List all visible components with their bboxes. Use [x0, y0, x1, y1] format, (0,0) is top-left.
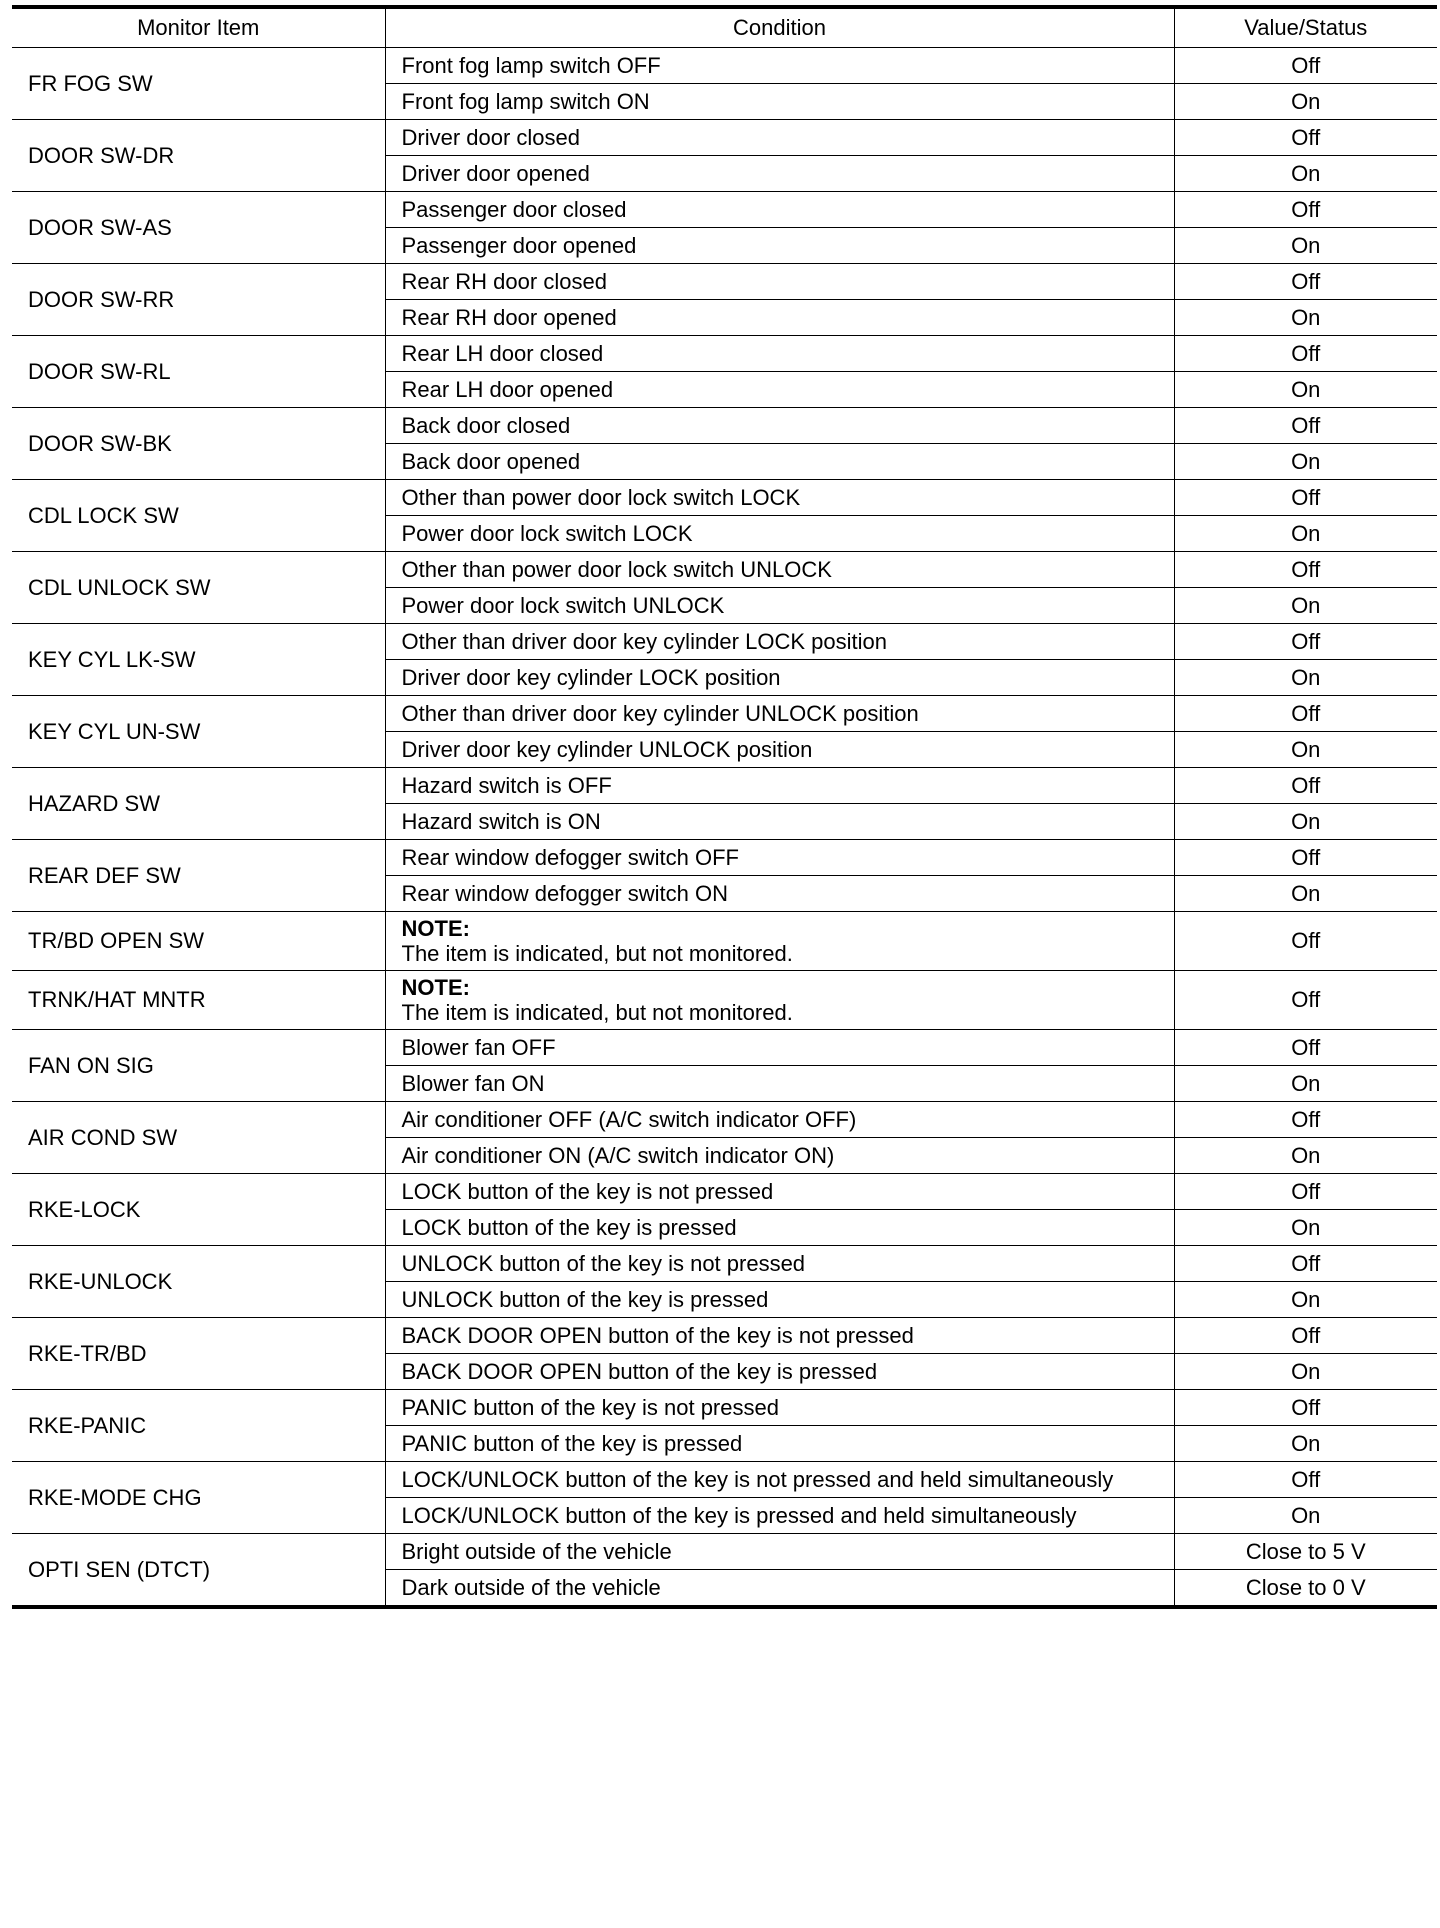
condition-cell: Air conditioner ON (A/C switch indicator ON) — [385, 1138, 1174, 1174]
condition-cell: Passenger door opened — [385, 228, 1174, 264]
value-status-cell: On — [1174, 516, 1437, 552]
monitor-item-cell: DOOR SW-DR — [12, 120, 385, 192]
table-row — [12, 1030, 1437, 1066]
condition-cell — [385, 971, 1174, 1030]
monitor-item-cell: FR FOG SW — [12, 48, 385, 120]
table-row — [12, 120, 1437, 156]
condition-cell: PANIC button of the key is pressed — [385, 1426, 1174, 1462]
value-status-cell: Off — [1174, 624, 1437, 660]
table-row — [12, 1102, 1437, 1138]
condition-cell — [385, 912, 1174, 971]
condition-cell: Rear LH door opened — [385, 372, 1174, 408]
table-row — [12, 696, 1437, 732]
condition-cell: Other than driver door key cylinder UNLOCK position — [385, 696, 1174, 732]
value-status-cell: On — [1174, 300, 1437, 336]
condition-cell: Other than driver door key cylinder LOCK position — [385, 624, 1174, 660]
monitor-item-table — [12, 5, 1437, 1609]
monitor-item-cell: CDL UNLOCK SW — [12, 552, 385, 624]
table-row — [12, 624, 1437, 660]
condition-cell: Rear LH door closed — [385, 336, 1174, 372]
value-status-cell: Off — [1174, 552, 1437, 588]
condition-cell: LOCK/UNLOCK button of the key is not pressed and held simultaneously — [385, 1462, 1174, 1498]
value-status-cell: Off — [1174, 1462, 1437, 1498]
value-status-cell: On — [1174, 228, 1437, 264]
monitor-item-cell: OPTI SEN (DTCT) — [12, 1534, 385, 1608]
monitor-item-cell: CDL LOCK SW — [12, 480, 385, 552]
value-status-cell: On — [1174, 1282, 1437, 1318]
monitor-item-cell: AIR COND SW — [12, 1102, 385, 1174]
table-row — [12, 1174, 1437, 1210]
condition-cell: Rear window defogger switch ON — [385, 876, 1174, 912]
table-row — [12, 1318, 1437, 1354]
table-row — [12, 552, 1437, 588]
value-status-cell: Off — [1174, 768, 1437, 804]
condition-cell: Hazard switch is OFF — [385, 768, 1174, 804]
value-status-cell: Off — [1174, 264, 1437, 300]
value-status-cell: Off — [1174, 1102, 1437, 1138]
table-row — [12, 192, 1437, 228]
condition-cell: Front fog lamp switch ON — [385, 84, 1174, 120]
monitor-item-cell: RKE-MODE CHG — [12, 1462, 385, 1534]
condition-cell: UNLOCK button of the key is pressed — [385, 1282, 1174, 1318]
note-label: NOTE: — [401, 915, 470, 941]
monitor-item-cell: KEY CYL LK-SW — [12, 624, 385, 696]
monitor-item-cell: KEY CYL UN-SW — [12, 696, 385, 768]
table-row — [12, 408, 1437, 444]
monitor-item-cell: RKE-LOCK — [12, 1174, 385, 1246]
note-text: The item is indicated, but not monitored. — [401, 941, 793, 966]
table-body — [12, 48, 1437, 1608]
condition-cell: Other than power door lock switch UNLOCK — [385, 552, 1174, 588]
note-label: NOTE: — [401, 974, 470, 1000]
condition-cell: Other than power door lock switch LOCK — [385, 480, 1174, 516]
monitor-item-cell: DOOR SW-RR — [12, 264, 385, 336]
value-status-cell: Off — [1174, 1174, 1437, 1210]
monitor-item-cell: TR/BD OPEN SW — [12, 912, 385, 971]
condition-cell: Front fog lamp switch OFF — [385, 48, 1174, 84]
value-status-cell: On — [1174, 804, 1437, 840]
value-status-cell: Off — [1174, 971, 1437, 1030]
condition-cell: LOCK button of the key is not pressed — [385, 1174, 1174, 1210]
value-status-cell: On — [1174, 372, 1437, 408]
condition-cell: Dark outside of the vehicle — [385, 1570, 1174, 1608]
monitor-item-cell: RKE-PANIC — [12, 1390, 385, 1462]
condition-cell: Rear window defogger switch OFF — [385, 840, 1174, 876]
monitor-item-cell: HAZARD SW — [12, 768, 385, 840]
condition-cell: Back door closed — [385, 408, 1174, 444]
value-status-cell: Close to 5 V — [1174, 1534, 1437, 1570]
table-row — [12, 912, 1437, 971]
value-status-cell: Off — [1174, 480, 1437, 516]
note-text: The item is indicated, but not monitored. — [401, 1000, 793, 1025]
header-value-status: Value/Status — [1174, 7, 1437, 48]
value-status-cell: On — [1174, 1066, 1437, 1102]
value-status-cell: On — [1174, 444, 1437, 480]
value-status-cell: Off — [1174, 1318, 1437, 1354]
value-status-cell: On — [1174, 1138, 1437, 1174]
value-status-cell: On — [1174, 1426, 1437, 1462]
condition-cell: Power door lock switch UNLOCK — [385, 588, 1174, 624]
condition-cell: Rear RH door closed — [385, 264, 1174, 300]
condition-cell: Power door lock switch LOCK — [385, 516, 1174, 552]
condition-cell: Bright outside of the vehicle — [385, 1534, 1174, 1570]
monitor-item-cell: FAN ON SIG — [12, 1030, 385, 1102]
condition-cell: Blower fan OFF — [385, 1030, 1174, 1066]
value-status-cell: On — [1174, 1498, 1437, 1534]
condition-cell: BACK DOOR OPEN button of the key is pressed — [385, 1354, 1174, 1390]
header-row — [12, 7, 1437, 48]
monitor-item-cell: TRNK/HAT MNTR — [12, 971, 385, 1030]
condition-cell: Driver door opened — [385, 156, 1174, 192]
value-status-cell: Off — [1174, 192, 1437, 228]
condition-cell: PANIC button of the key is not pressed — [385, 1390, 1174, 1426]
monitor-item-cell: DOOR SW-RL — [12, 336, 385, 408]
table-row — [12, 1462, 1437, 1498]
value-status-cell: On — [1174, 660, 1437, 696]
table-row — [12, 480, 1437, 516]
condition-cell: LOCK/UNLOCK button of the key is pressed and held simultaneously — [385, 1498, 1174, 1534]
value-status-cell: Off — [1174, 840, 1437, 876]
condition-cell: Passenger door closed — [385, 192, 1174, 228]
value-status-cell: Off — [1174, 48, 1437, 84]
table-row — [12, 48, 1437, 84]
value-status-cell: On — [1174, 732, 1437, 768]
condition-cell: Driver door closed — [385, 120, 1174, 156]
condition-cell: Driver door key cylinder LOCK position — [385, 660, 1174, 696]
table-row — [12, 1246, 1437, 1282]
condition-cell: Blower fan ON — [385, 1066, 1174, 1102]
value-status-cell: On — [1174, 1210, 1437, 1246]
condition-cell: Hazard switch is ON — [385, 804, 1174, 840]
condition-cell: LOCK button of the key is pressed — [385, 1210, 1174, 1246]
value-status-cell: Off — [1174, 912, 1437, 971]
value-status-cell: On — [1174, 1354, 1437, 1390]
value-status-cell: On — [1174, 156, 1437, 192]
header-monitor-item: Monitor Item — [12, 7, 385, 48]
table-row — [12, 264, 1437, 300]
value-status-cell: Off — [1174, 1246, 1437, 1282]
monitor-item-cell: RKE-TR/BD — [12, 1318, 385, 1390]
table-row — [12, 971, 1437, 1030]
value-status-cell: Off — [1174, 408, 1437, 444]
value-status-cell: On — [1174, 588, 1437, 624]
value-status-cell: Close to 0 V — [1174, 1570, 1437, 1608]
condition-cell: Back door opened — [385, 444, 1174, 480]
value-status-cell: On — [1174, 84, 1437, 120]
table-row — [12, 768, 1437, 804]
monitor-item-cell: REAR DEF SW — [12, 840, 385, 912]
value-status-cell: On — [1174, 876, 1437, 912]
table-row — [12, 840, 1437, 876]
monitor-item-cell: DOOR SW-AS — [12, 192, 385, 264]
condition-cell: UNLOCK button of the key is not pressed — [385, 1246, 1174, 1282]
table-row — [12, 1390, 1437, 1426]
table-row — [12, 1534, 1437, 1570]
table-row — [12, 336, 1437, 372]
value-status-cell: Off — [1174, 1390, 1437, 1426]
value-status-cell: Off — [1174, 696, 1437, 732]
monitor-item-cell: DOOR SW-BK — [12, 408, 385, 480]
condition-cell: Rear RH door opened — [385, 300, 1174, 336]
condition-cell: BACK DOOR OPEN button of the key is not pressed — [385, 1318, 1174, 1354]
value-status-cell: Off — [1174, 336, 1437, 372]
condition-cell: Air conditioner OFF (A/C switch indicator OFF) — [385, 1102, 1174, 1138]
condition-cell: Driver door key cylinder UNLOCK position — [385, 732, 1174, 768]
value-status-cell: Off — [1174, 1030, 1437, 1066]
header-condition: Condition — [385, 7, 1174, 48]
monitor-item-cell: RKE-UNLOCK — [12, 1246, 385, 1318]
value-status-cell: Off — [1174, 120, 1437, 156]
